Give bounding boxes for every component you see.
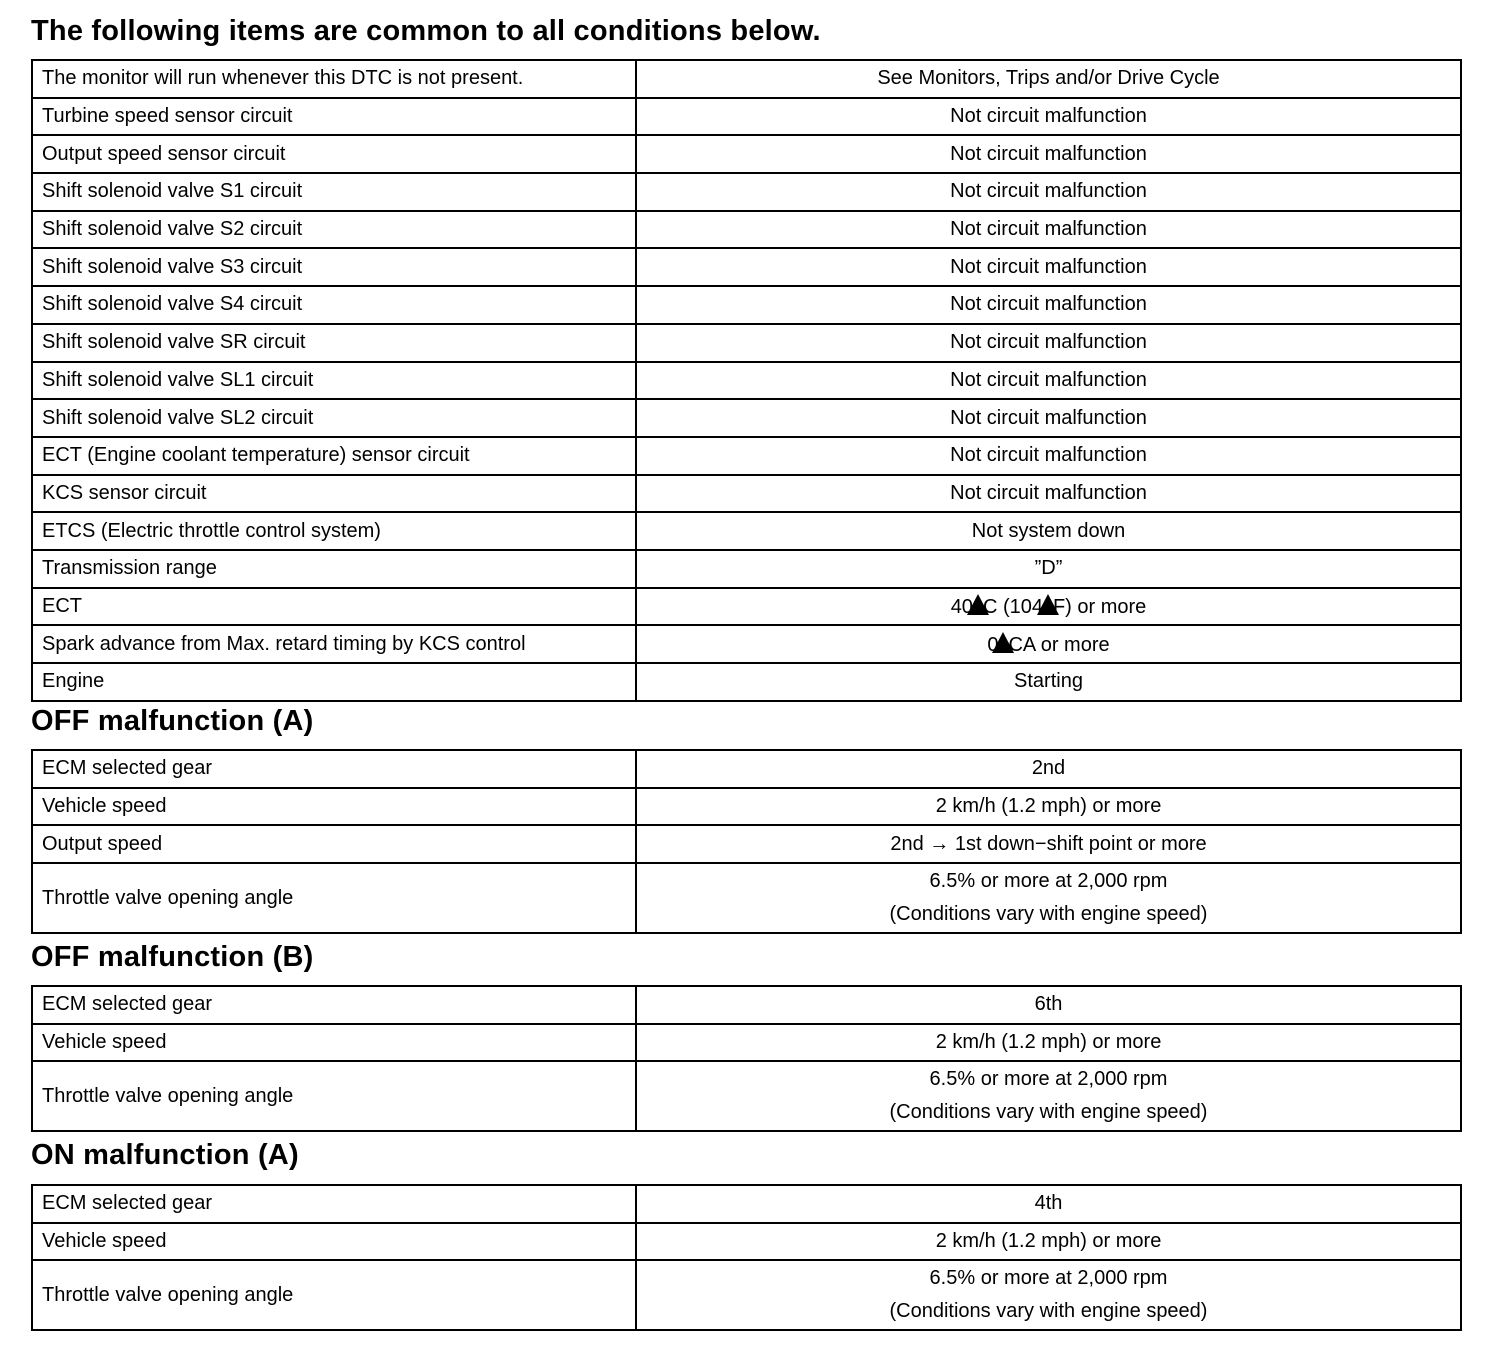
table-row [32, 135, 1461, 173]
value-text: C (104 [982, 595, 1043, 618]
table-row [32, 437, 1461, 475]
condition-value: Not circuit malfunction [636, 173, 1461, 211]
table-row [32, 863, 1461, 933]
condition-value-spark-advance [636, 625, 1461, 663]
condition-label: ECT [32, 588, 636, 626]
condition-label: ETCS (Electric throttle control system) [32, 512, 636, 550]
table-row [32, 324, 1461, 362]
condition-value: Not circuit malfunction [636, 98, 1461, 136]
condition-label: Vehicle speed [32, 1024, 636, 1062]
table-row [32, 399, 1461, 437]
table-row [32, 825, 1461, 863]
table-row [32, 788, 1461, 826]
table-row [32, 173, 1461, 211]
table-row [32, 211, 1461, 249]
table-row [32, 625, 1461, 663]
condition-label: Output speed [32, 825, 636, 863]
condition-value: 2 km/h (1.2 mph) or more [636, 1024, 1461, 1062]
on-malfunction-a-heading: ON malfunction (A) [31, 1139, 299, 1171]
condition-label: Engine [32, 663, 636, 701]
condition-label: Transmission range [32, 550, 636, 588]
condition-value: 2 km/h (1.2 mph) or more [636, 1223, 1461, 1261]
condition-value: Not circuit malfunction [636, 211, 1461, 249]
condition-value: Starting [636, 663, 1461, 701]
condition-value: Not circuit malfunction [636, 475, 1461, 513]
condition-label: The monitor will run whenever this DTC is not present. [32, 60, 636, 98]
condition-label: KCS sensor circuit [32, 475, 636, 513]
condition-label: Shift solenoid valve SL2 circuit [32, 399, 636, 437]
condition-label: ECM selected gear [32, 1185, 636, 1223]
value-line: 6.5% or more at 2,000 rpm [929, 870, 1168, 893]
condition-label: Turbine speed sensor circuit [32, 98, 636, 136]
table-row [32, 286, 1461, 324]
condition-label: Vehicle speed [32, 788, 636, 826]
condition-label: Shift solenoid valve S4 circuit [32, 286, 636, 324]
condition-label: Shift solenoid valve S1 circuit [32, 173, 636, 211]
table-row [32, 98, 1461, 136]
condition-value: 6th [636, 986, 1461, 1024]
table-row [32, 475, 1461, 513]
condition-value [636, 863, 1461, 933]
table-row [32, 1185, 1461, 1223]
condition-label: Shift solenoid valve SR circuit [32, 324, 636, 362]
off-malfunction-a-heading: OFF malfunction (A) [31, 705, 314, 737]
table-row [32, 1024, 1461, 1062]
condition-value [636, 1260, 1461, 1330]
value-text: CA or more [1008, 633, 1110, 656]
condition-value: See Monitors, Trips and/or Drive Cycle [636, 60, 1461, 98]
condition-value: Not circuit malfunction [636, 248, 1461, 286]
condition-label: Shift solenoid valve SL1 circuit [32, 362, 636, 400]
condition-value-ect [636, 588, 1461, 626]
condition-value: 2nd → 1st down−shift point or more [636, 825, 1461, 863]
value-text: 0 [987, 633, 999, 656]
table-row [32, 512, 1461, 550]
condition-label: Vehicle speed [32, 1223, 636, 1261]
table-row [32, 1223, 1461, 1261]
off-malfunction-b-table [31, 985, 1462, 1132]
value-text: F) or more [1052, 595, 1147, 618]
condition-label: ECM selected gear [32, 986, 636, 1024]
value-line: (Conditions vary with engine speed) [889, 1300, 1208, 1323]
condition-value: 4th [636, 1185, 1461, 1223]
condition-label: Spark advance from Max. retard timing by KCS control [32, 625, 636, 663]
condition-value: Not circuit malfunction [636, 135, 1461, 173]
table-row [32, 362, 1461, 400]
common-conditions-heading: The following items are common to all conditions below. [31, 15, 821, 47]
off-malfunction-b-heading: OFF malfunction (B) [31, 941, 314, 973]
table-row [32, 986, 1461, 1024]
condition-label: Shift solenoid valve S2 circuit [32, 211, 636, 249]
condition-value: Not circuit malfunction [636, 437, 1461, 475]
condition-value: ”D” [636, 550, 1461, 588]
table-row [32, 60, 1461, 98]
condition-value: Not circuit malfunction [636, 399, 1461, 437]
condition-value: Not system down [636, 512, 1461, 550]
table-row [32, 248, 1461, 286]
common-conditions-table [31, 59, 1462, 702]
table-row [32, 588, 1461, 626]
condition-label: ECT (Engine coolant temperature) sensor circuit [32, 437, 636, 475]
table-row [32, 1061, 1461, 1131]
table-row [32, 550, 1461, 588]
condition-label: ECM selected gear [32, 750, 636, 788]
value-line: (Conditions vary with engine speed) [889, 903, 1208, 926]
condition-value: Not circuit malfunction [636, 324, 1461, 362]
value-line: (Conditions vary with engine speed) [889, 1101, 1208, 1124]
on-malfunction-a-table [31, 1184, 1462, 1331]
condition-label: Throttle valve opening angle [32, 863, 636, 933]
value-line: 6.5% or more at 2,000 rpm [929, 1068, 1168, 1091]
condition-value: 2 km/h (1.2 mph) or more [636, 788, 1461, 826]
condition-value: Not circuit malfunction [636, 362, 1461, 400]
table-row [32, 750, 1461, 788]
condition-value [636, 1061, 1461, 1131]
condition-label: Shift solenoid valve S3 circuit [32, 248, 636, 286]
off-malfunction-a-table [31, 749, 1462, 934]
value-text: 40 [950, 595, 973, 618]
condition-value: Not circuit malfunction [636, 286, 1461, 324]
table-row [32, 1260, 1461, 1330]
table-row [32, 663, 1461, 701]
condition-label: Throttle valve opening angle [32, 1061, 636, 1131]
condition-label: Throttle valve opening angle [32, 1260, 636, 1330]
value-line: 6.5% or more at 2,000 rpm [929, 1267, 1168, 1290]
condition-label: Output speed sensor circuit [32, 135, 636, 173]
condition-value: 2nd [636, 750, 1461, 788]
